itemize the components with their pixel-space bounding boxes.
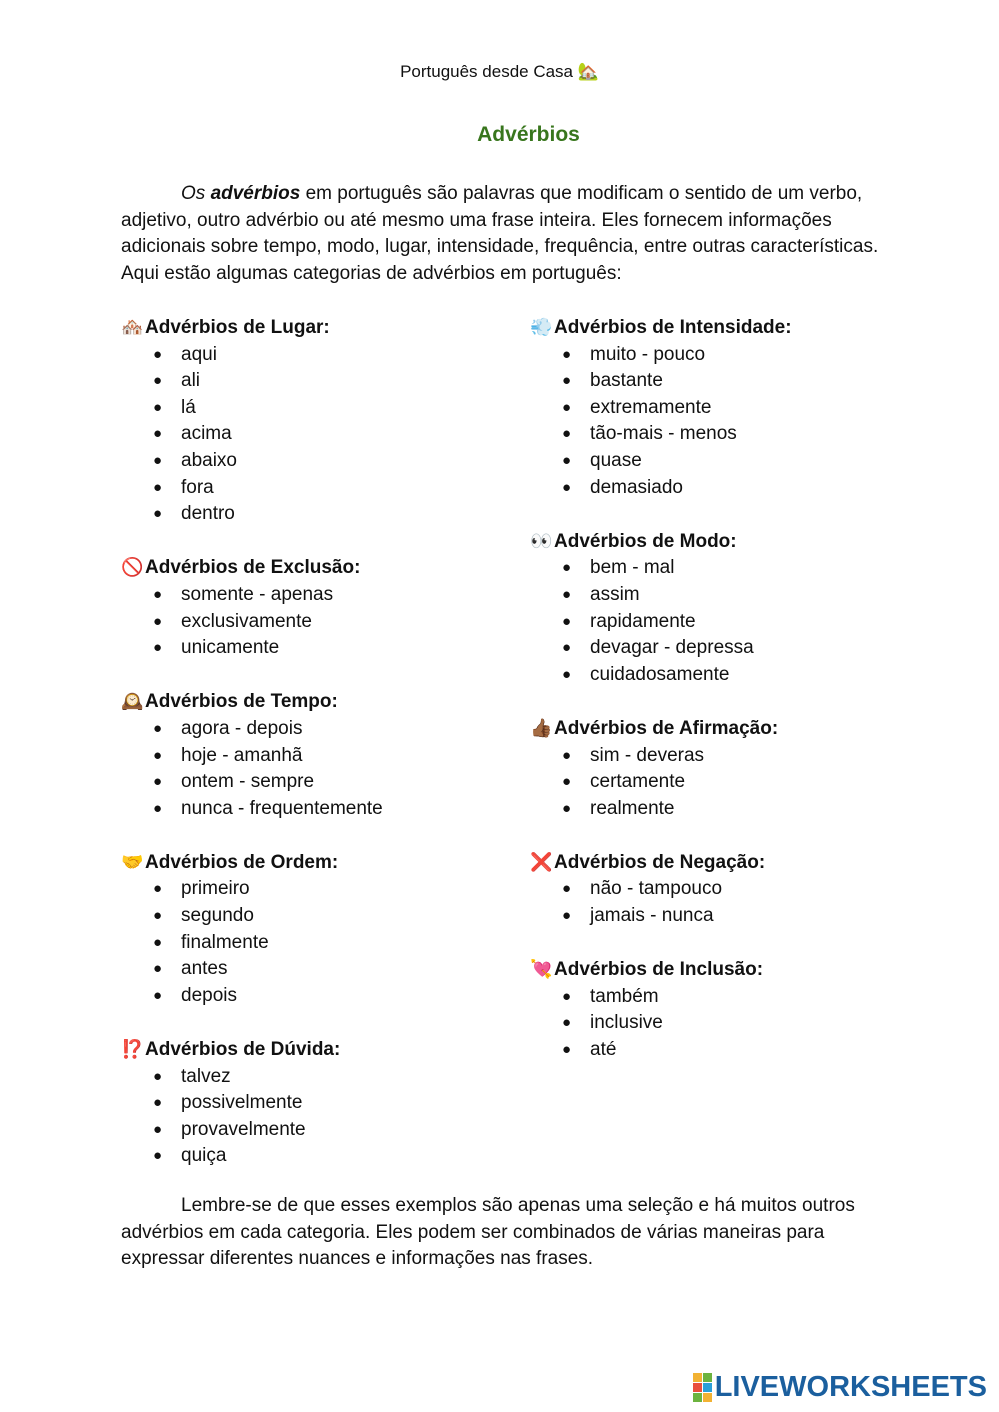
adverb-list bbox=[121, 582, 521, 662]
section-title-text: Advérbios de Dúvida: bbox=[145, 1039, 341, 1061]
list-item-text: acima bbox=[181, 423, 232, 445]
list-item-text: aqui bbox=[181, 343, 217, 365]
list-item bbox=[121, 716, 521, 743]
list-item-text: realmente bbox=[590, 797, 675, 819]
list-item bbox=[530, 1037, 930, 1064]
list-item-text: sim - deveras bbox=[590, 744, 705, 766]
bullet-icon: ● bbox=[562, 773, 572, 791]
list-item-text: abaixo bbox=[181, 449, 237, 471]
bullet-icon: ● bbox=[562, 987, 572, 1005]
bullet-icon: ● bbox=[153, 933, 163, 951]
list-item-text: provavelmente bbox=[181, 1118, 306, 1140]
list-item-text: primeiro bbox=[181, 878, 250, 900]
list-item-text: devagar - depressa bbox=[590, 637, 754, 659]
list-item bbox=[121, 342, 521, 369]
bullet-icon: ● bbox=[153, 986, 163, 1004]
adverb-section bbox=[121, 849, 521, 1010]
list-item bbox=[121, 956, 521, 983]
bullet-icon: ● bbox=[153, 799, 163, 817]
list-item bbox=[121, 1143, 521, 1170]
section-title-text: Advérbios de Lugar: bbox=[145, 317, 330, 338]
closing-paragraph bbox=[121, 1193, 881, 1273]
bullet-icon: ● bbox=[562, 398, 572, 416]
list-item bbox=[530, 1010, 930, 1037]
section-title bbox=[121, 1036, 521, 1064]
list-item-text: não - tampouco bbox=[590, 878, 723, 900]
list-item bbox=[530, 769, 930, 796]
section-emoji-icon: 💘 bbox=[530, 959, 553, 980]
bullet-icon: ● bbox=[153, 746, 163, 764]
adverb-section bbox=[530, 715, 930, 822]
list-item bbox=[530, 903, 930, 930]
section-emoji-icon: ⁉️ bbox=[121, 1039, 144, 1060]
list-item bbox=[121, 1064, 521, 1091]
list-item-text: também bbox=[590, 985, 659, 1007]
section-title-text: Advérbios de Ordem: bbox=[145, 851, 339, 873]
list-item-text: bastante bbox=[590, 370, 663, 392]
adverb-section bbox=[530, 314, 930, 501]
bullet-icon: ● bbox=[153, 1067, 163, 1085]
list-item bbox=[530, 635, 930, 662]
list-item bbox=[121, 609, 521, 636]
section-title bbox=[530, 715, 930, 743]
list-item-text: rapidamente bbox=[590, 610, 696, 632]
list-item-text: jamais - nunca bbox=[590, 905, 714, 927]
section-title bbox=[121, 554, 521, 582]
list-item-text: quiça bbox=[181, 1145, 227, 1167]
adverb-list bbox=[121, 876, 521, 1009]
list-item bbox=[530, 662, 930, 689]
intro-rest: em português são palavras que modificam o sentido de um verbo, adjetivo, outro advérbio ou até mesmo uma frase inteira. Eles fornecem informações adicionais sobre tempo, modo, lugar, intensidade, frequência, entre outras características. Aqui estão algumas categorias de advérbios em português: bbox=[121, 183, 879, 284]
list-item bbox=[530, 609, 930, 636]
bullet-icon: ● bbox=[153, 960, 163, 978]
adverb-list bbox=[530, 555, 930, 688]
adverb-list bbox=[121, 1064, 521, 1170]
list-item-text: dentro bbox=[181, 503, 235, 525]
list-item-text: depois bbox=[181, 984, 237, 1006]
bullet-icon: ● bbox=[562, 451, 572, 469]
bullet-icon: ● bbox=[153, 907, 163, 925]
list-item bbox=[121, 421, 521, 448]
section-emoji-icon: 👀 bbox=[530, 530, 553, 551]
section-title-text: Advérbios de Exclusão: bbox=[145, 557, 361, 579]
list-item bbox=[121, 1090, 521, 1117]
bullet-icon: ● bbox=[562, 585, 572, 603]
adverb-section bbox=[121, 1036, 521, 1170]
list-item-text: cuidadosamente bbox=[590, 663, 730, 685]
bullet-icon: ● bbox=[562, 639, 572, 657]
section-title bbox=[121, 849, 521, 877]
left-column bbox=[121, 314, 521, 1197]
bullet-icon: ● bbox=[153, 773, 163, 791]
list-item-text: hoje - amanhã bbox=[181, 744, 303, 766]
bullet-icon: ● bbox=[153, 585, 163, 603]
list-item-text: nunca - frequentemente bbox=[181, 797, 383, 819]
bullet-icon: ● bbox=[153, 505, 163, 523]
list-item-text: lá bbox=[181, 396, 196, 418]
list-item bbox=[530, 475, 930, 502]
list-item bbox=[530, 582, 930, 609]
list-item bbox=[530, 368, 930, 395]
adverb-section bbox=[530, 528, 930, 689]
bullet-icon: ● bbox=[153, 451, 163, 469]
section-title-text: Advérbios de Negação: bbox=[554, 851, 766, 873]
list-item bbox=[121, 796, 521, 823]
list-item-text: segundo bbox=[181, 905, 254, 927]
section-title-text: Advérbios de Inclusão: bbox=[554, 959, 764, 981]
list-item-text: agora - depois bbox=[181, 717, 303, 739]
section-title bbox=[121, 688, 521, 716]
section-title bbox=[530, 956, 930, 984]
list-item bbox=[121, 368, 521, 395]
list-item bbox=[121, 743, 521, 770]
adverb-section bbox=[121, 314, 521, 528]
bullet-icon: ● bbox=[153, 1120, 163, 1138]
section-title bbox=[530, 314, 930, 342]
bullet-icon: ● bbox=[153, 1147, 163, 1165]
bullet-icon: ● bbox=[153, 398, 163, 416]
adverb-list bbox=[530, 876, 930, 929]
adverb-section bbox=[530, 849, 930, 930]
list-item bbox=[121, 395, 521, 422]
section-emoji-icon: 🚫 bbox=[121, 557, 144, 578]
adverb-section bbox=[121, 688, 521, 822]
section-title bbox=[121, 314, 521, 342]
list-item-text: finalmente bbox=[181, 931, 269, 953]
list-item-text: assim bbox=[590, 583, 640, 605]
list-item bbox=[530, 555, 930, 582]
list-item bbox=[530, 876, 930, 903]
list-item-text: exclusivamente bbox=[181, 610, 312, 632]
list-item bbox=[530, 421, 930, 448]
list-item-text: até bbox=[590, 1039, 617, 1061]
list-item bbox=[121, 475, 521, 502]
adverb-list bbox=[121, 716, 521, 822]
list-item bbox=[121, 635, 521, 662]
list-item bbox=[530, 395, 930, 422]
bullet-icon: ● bbox=[562, 1041, 572, 1059]
section-emoji-icon: 🕰️ bbox=[121, 691, 144, 712]
list-item-text: antes bbox=[181, 958, 228, 980]
bullet-icon: ● bbox=[562, 1014, 572, 1032]
bullet-icon: ● bbox=[153, 478, 163, 496]
bullet-icon: ● bbox=[153, 719, 163, 737]
list-item-text: possivelmente bbox=[181, 1092, 303, 1114]
adverb-list bbox=[530, 342, 930, 502]
adverb-list bbox=[121, 342, 521, 528]
outro-text: Lembre-se de que esses exemplos são apenas uma seleção e há muitos outros advérbios em cada categoria. Eles podem ser combinados de várias maneiras para expressar diferentes nuances e informações nas frases. bbox=[121, 1195, 855, 1270]
bullet-icon: ● bbox=[562, 880, 572, 898]
adverb-section bbox=[121, 554, 521, 661]
section-emoji-icon: ❌ bbox=[530, 851, 553, 872]
section-emoji-icon: 👍🏾 bbox=[530, 717, 553, 738]
list-item-text: talvez bbox=[181, 1065, 231, 1087]
list-item bbox=[530, 448, 930, 475]
section-title-text: Advérbios de Afirmação: bbox=[554, 717, 779, 739]
list-item-text: inclusive bbox=[590, 1012, 663, 1034]
list-item bbox=[121, 582, 521, 609]
bullet-icon: ● bbox=[562, 799, 572, 817]
list-item bbox=[121, 930, 521, 957]
bullet-icon: ● bbox=[153, 425, 163, 443]
list-item bbox=[121, 769, 521, 796]
adverb-section bbox=[530, 956, 930, 1063]
adverb-list bbox=[530, 743, 930, 823]
list-item-text: bem - mal bbox=[590, 557, 675, 579]
bullet-icon: ● bbox=[562, 559, 572, 577]
bullet-icon: ● bbox=[562, 345, 572, 363]
liveworksheets-logo bbox=[693, 1370, 987, 1404]
house-icon: 🏡 bbox=[577, 62, 599, 81]
list-item bbox=[530, 743, 930, 770]
header-text: Português desde Casa bbox=[400, 62, 574, 81]
section-title-text: Advérbios de Intensidade: bbox=[554, 317, 792, 338]
bullet-icon: ● bbox=[153, 612, 163, 630]
list-item-text: fora bbox=[181, 476, 214, 498]
section-emoji-icon: 🤝 bbox=[121, 851, 144, 872]
bullet-icon: ● bbox=[153, 372, 163, 390]
list-item-text: somente - apenas bbox=[181, 583, 334, 605]
right-column bbox=[530, 314, 930, 1090]
section-title bbox=[530, 528, 930, 556]
list-item bbox=[121, 448, 521, 475]
section-title-text: Advérbios de Modo: bbox=[554, 530, 737, 552]
list-item bbox=[121, 501, 521, 528]
intro-lead: Os bbox=[181, 183, 206, 204]
list-item bbox=[530, 342, 930, 369]
section-title bbox=[530, 849, 930, 877]
bullet-icon: ● bbox=[153, 880, 163, 898]
list-item bbox=[121, 876, 521, 903]
list-item-text: unicamente bbox=[181, 637, 280, 659]
list-item-text: ali bbox=[181, 370, 201, 392]
list-item bbox=[530, 984, 930, 1011]
list-item-text: certamente bbox=[590, 771, 686, 793]
bullet-icon: ● bbox=[562, 665, 572, 683]
list-item bbox=[121, 1117, 521, 1144]
bullet-icon: ● bbox=[562, 907, 572, 925]
section-title-text: Advérbios de Tempo: bbox=[145, 691, 338, 713]
bullet-icon: ● bbox=[562, 478, 572, 496]
section-emoji-icon: 🏘️ bbox=[121, 317, 144, 337]
list-item-text: quase bbox=[590, 449, 642, 471]
bullet-icon: ● bbox=[153, 639, 163, 657]
intro-paragraph bbox=[121, 181, 881, 287]
logo-text: LIVEWORKSHEETS bbox=[714, 1370, 987, 1403]
list-item-text: demasiado bbox=[590, 476, 683, 498]
page-title: Advérbios bbox=[477, 123, 580, 146]
adverb-list bbox=[530, 984, 930, 1064]
intro-bold: advérbios bbox=[210, 183, 301, 204]
list-item-text: muito - pouco bbox=[590, 343, 706, 365]
bullet-icon: ● bbox=[153, 345, 163, 363]
page-header bbox=[0, 60, 999, 84]
section-emoji-icon: 💨 bbox=[530, 317, 553, 337]
list-item-text: tão-mais - menos bbox=[590, 423, 737, 445]
bullet-icon: ● bbox=[562, 372, 572, 390]
list-item bbox=[121, 983, 521, 1010]
bullet-icon: ● bbox=[562, 425, 572, 443]
logo-mark-icon bbox=[693, 1373, 712, 1402]
bullet-icon: ● bbox=[562, 612, 572, 630]
list-item bbox=[121, 903, 521, 930]
list-item bbox=[530, 796, 930, 823]
list-item-text: extremamente bbox=[590, 396, 712, 418]
bullet-icon: ● bbox=[562, 746, 572, 764]
bullet-icon: ● bbox=[153, 1094, 163, 1112]
list-item-text: ontem - sempre bbox=[181, 771, 315, 793]
